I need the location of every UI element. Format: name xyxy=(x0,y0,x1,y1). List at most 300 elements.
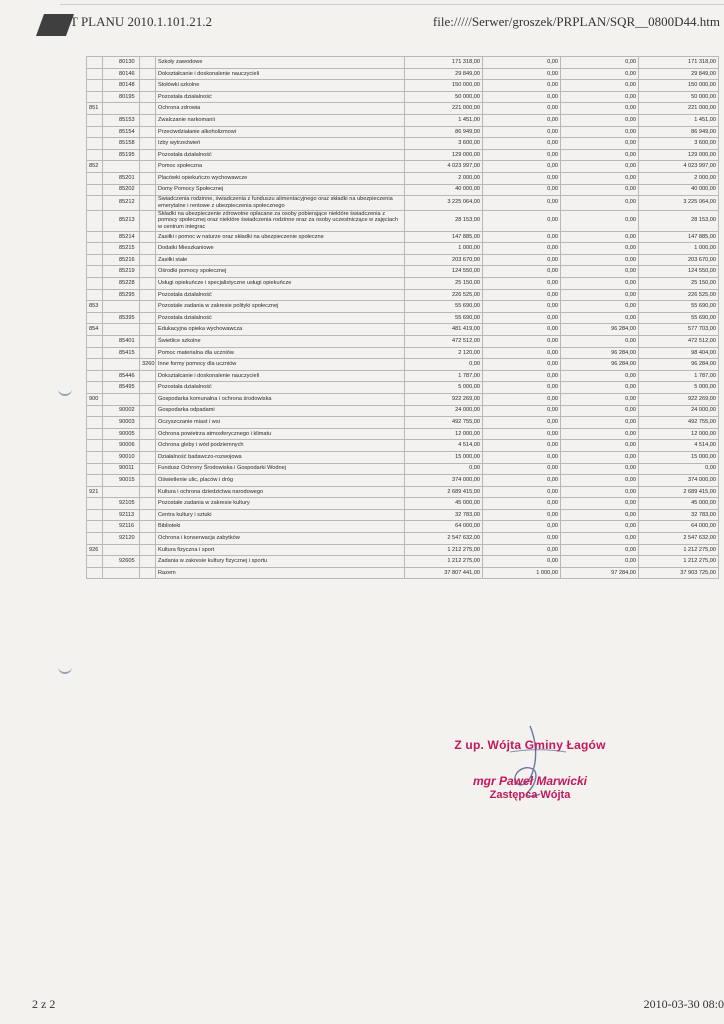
paragraph-code xyxy=(140,266,156,278)
value-after-change: 3 600,00 xyxy=(639,138,719,150)
chapter-code: 80195 xyxy=(103,91,140,103)
paragraph-code xyxy=(140,463,156,475)
item-name: Przeciwdziałanie alkoholizmowi xyxy=(156,126,405,138)
top-rule xyxy=(60,4,724,5)
item-name: Dokształcanie i doskonalenie nauczycieli xyxy=(156,68,405,80)
value-plan: 922 269,00 xyxy=(405,393,483,405)
chapter-code: 80146 xyxy=(103,68,140,80)
chapter-code: 85215 xyxy=(103,243,140,255)
table-row xyxy=(87,428,719,440)
value-increase: 0,00 xyxy=(561,533,639,545)
item-name: Ośrodki pomocy społecznej xyxy=(156,266,405,278)
value-increase: 0,00 xyxy=(561,289,639,301)
section-code xyxy=(87,138,103,150)
value-after-change: 374 000,00 xyxy=(639,475,719,487)
value-after-change: 2 547 632,00 xyxy=(639,533,719,545)
value-after-change: 1 787,00 xyxy=(639,370,719,382)
value-increase: 0,00 xyxy=(561,254,639,266)
table-row xyxy=(87,126,719,138)
section-code xyxy=(87,521,103,533)
value-plan: 2 000,00 xyxy=(405,172,483,184)
value-increase: 0,00 xyxy=(561,405,639,417)
item-name: Kultura i ochrona dziedzictwa narodowego xyxy=(156,486,405,498)
chapter-code: 85228 xyxy=(103,278,140,290)
value-after-change: 4 023 997,00 xyxy=(639,161,719,173)
value-increase: 0,00 xyxy=(561,184,639,196)
table-row xyxy=(87,405,719,417)
section-code: 852 xyxy=(87,161,103,173)
value-after-change: 86 949,00 xyxy=(639,126,719,138)
item-name: Pozostała działalność xyxy=(156,91,405,103)
value-decrease: 0,00 xyxy=(483,184,561,196)
table-row xyxy=(87,556,719,568)
value-decrease: 0,00 xyxy=(483,210,561,231)
item-name: Działalność badawczo-rozwojowa xyxy=(156,451,405,463)
value-increase: 0,00 xyxy=(561,266,639,278)
section-code xyxy=(87,114,103,126)
value-increase: 0,00 xyxy=(561,149,639,161)
paragraph-code xyxy=(140,138,156,150)
section-code xyxy=(87,312,103,324)
table-row xyxy=(87,243,719,255)
stamp-line-position: Zastępca Wójta xyxy=(489,789,571,801)
stamp-line-authority: Z up. Wójta Gminy Łagów xyxy=(454,738,606,752)
paragraph-code xyxy=(140,301,156,313)
section-code xyxy=(87,266,103,278)
value-increase: 0,00 xyxy=(561,312,639,324)
item-name: Świadczenia rodzinne, świadczenia z funduszu alimentacyjnego oraz składki na ubezpieczenia emerytalne i rentowe z ubezpieczenia społecznego xyxy=(156,196,405,210)
chapter-code: 92605 xyxy=(103,556,140,568)
value-after-change: 37 903 725,00 xyxy=(639,567,719,579)
value-plan: 2 120,00 xyxy=(405,347,483,359)
value-increase: 0,00 xyxy=(561,417,639,429)
paragraph-code xyxy=(140,509,156,521)
value-after-change: 29 849,00 xyxy=(639,68,719,80)
value-after-change: 98 404,00 xyxy=(639,347,719,359)
value-decrease: 0,00 xyxy=(483,114,561,126)
paragraph-code xyxy=(140,382,156,394)
item-name: Ochrona gleby i wód podziemnych xyxy=(156,440,405,452)
value-after-change: 55 690,00 xyxy=(639,301,719,313)
chapter-code: 92120 xyxy=(103,533,140,545)
value-plan: 129 000,00 xyxy=(405,149,483,161)
chapter-code xyxy=(103,301,140,313)
value-increase: 96 284,00 xyxy=(561,359,639,371)
value-increase: 0,00 xyxy=(561,428,639,440)
value-increase: 97 284,00 xyxy=(561,567,639,579)
value-decrease: 0,00 xyxy=(483,161,561,173)
value-decrease: 1 000,00 xyxy=(483,567,561,579)
value-plan: 2 689 415,00 xyxy=(405,486,483,498)
value-increase: 0,00 xyxy=(561,231,639,243)
value-decrease: 0,00 xyxy=(483,428,561,440)
table-row xyxy=(87,417,719,429)
item-name: Fundusz Ochrony Środowiska i Gospodarki Wodnej xyxy=(156,463,405,475)
paragraph-code xyxy=(140,57,156,69)
paragraph-code xyxy=(140,91,156,103)
chapter-code xyxy=(103,161,140,173)
section-code xyxy=(87,382,103,394)
paragraph-code: 3260 xyxy=(140,359,156,371)
paragraph-code xyxy=(140,567,156,579)
section-code xyxy=(87,335,103,347)
value-after-change: 226 525,00 xyxy=(639,289,719,301)
section-code xyxy=(87,509,103,521)
paragraph-code xyxy=(140,393,156,405)
paragraph-code xyxy=(140,114,156,126)
value-decrease: 0,00 xyxy=(483,440,561,452)
item-name: Pozostała działalność xyxy=(156,149,405,161)
value-decrease: 0,00 xyxy=(483,126,561,138)
item-name: Stołówki szkolne xyxy=(156,80,405,92)
value-increase: 0,00 xyxy=(561,382,639,394)
value-plan: 472 512,00 xyxy=(405,335,483,347)
item-name: Placówki opiekuńczo wychowawcze xyxy=(156,172,405,184)
table-row xyxy=(87,498,719,510)
value-increase: 0,00 xyxy=(561,243,639,255)
value-after-change: 4 514,00 xyxy=(639,440,719,452)
paragraph-code xyxy=(140,80,156,92)
chapter-code xyxy=(103,324,140,336)
chapter-code: 90010 xyxy=(103,451,140,463)
chapter-code: 85158 xyxy=(103,138,140,150)
value-decrease: 0,00 xyxy=(483,278,561,290)
paragraph-code xyxy=(140,324,156,336)
value-increase: 96 284,00 xyxy=(561,347,639,359)
table-row xyxy=(87,544,719,556)
paragraph-code xyxy=(140,521,156,533)
paragraph-code xyxy=(140,417,156,429)
chapter-code: 85395 xyxy=(103,312,140,324)
table-row xyxy=(87,567,719,579)
table-row xyxy=(87,114,719,126)
value-decrease: 0,00 xyxy=(483,172,561,184)
value-plan: 226 525,00 xyxy=(405,289,483,301)
value-decrease: 0,00 xyxy=(483,80,561,92)
value-plan: 50 000,00 xyxy=(405,91,483,103)
section-code xyxy=(87,80,103,92)
value-decrease: 0,00 xyxy=(483,498,561,510)
value-after-change: 124 550,00 xyxy=(639,266,719,278)
item-name: Świetlice szkolne xyxy=(156,335,405,347)
paragraph-code xyxy=(140,428,156,440)
chapter-code xyxy=(103,103,140,115)
value-plan: 1 212 275,00 xyxy=(405,556,483,568)
value-decrease: 0,00 xyxy=(483,521,561,533)
section-code xyxy=(87,533,103,545)
value-after-change: 150 000,00 xyxy=(639,80,719,92)
value-decrease: 0,00 xyxy=(483,301,561,313)
value-plan: 24 000,00 xyxy=(405,405,483,417)
value-plan: 32 783,00 xyxy=(405,509,483,521)
value-after-change: 1 451,00 xyxy=(639,114,719,126)
section-code xyxy=(87,475,103,487)
value-decrease: 0,00 xyxy=(483,405,561,417)
paragraph-code xyxy=(140,68,156,80)
value-increase: 0,00 xyxy=(561,486,639,498)
item-name: Izby wytrzeźwień xyxy=(156,138,405,150)
section-code xyxy=(87,463,103,475)
table-row xyxy=(87,486,719,498)
value-after-change: 492 755,00 xyxy=(639,417,719,429)
chapter-code: 85214 xyxy=(103,231,140,243)
value-after-change: 1 212 275,00 xyxy=(639,556,719,568)
value-increase: 0,00 xyxy=(561,210,639,231)
value-decrease: 0,00 xyxy=(483,382,561,394)
chapter-code: 92105 xyxy=(103,498,140,510)
value-decrease: 0,00 xyxy=(483,324,561,336)
value-plan: 374 000,00 xyxy=(405,475,483,487)
chapter-code: 85295 xyxy=(103,289,140,301)
paragraph-code xyxy=(140,486,156,498)
table-row xyxy=(87,347,719,359)
paragraph-code xyxy=(140,533,156,545)
value-decrease: 0,00 xyxy=(483,289,561,301)
value-increase: 0,00 xyxy=(561,278,639,290)
paragraph-code xyxy=(140,149,156,161)
value-plan: 55 690,00 xyxy=(405,312,483,324)
value-after-change: 12 000,00 xyxy=(639,428,719,440)
table-row xyxy=(87,509,719,521)
table-row xyxy=(87,57,719,69)
chapter-code: 85154 xyxy=(103,126,140,138)
item-name: Gospodarka komunalna i ochrona środowiska xyxy=(156,393,405,405)
value-increase: 0,00 xyxy=(561,393,639,405)
value-plan: 40 000,00 xyxy=(405,184,483,196)
value-increase: 0,00 xyxy=(561,80,639,92)
paragraph-code xyxy=(140,440,156,452)
item-name: Usługi opiekuńcze i specjalistyczne usługi opiekuńcze xyxy=(156,278,405,290)
table-row xyxy=(87,533,719,545)
value-after-change: 1 212 275,00 xyxy=(639,544,719,556)
section-code: 851 xyxy=(87,103,103,115)
paragraph-code xyxy=(140,196,156,210)
paragraph-code xyxy=(140,312,156,324)
value-increase: 0,00 xyxy=(561,57,639,69)
value-plan: 147 885,00 xyxy=(405,231,483,243)
section-code xyxy=(87,243,103,255)
value-plan: 203 670,00 xyxy=(405,254,483,266)
paragraph-code xyxy=(140,347,156,359)
value-increase: 0,00 xyxy=(561,463,639,475)
item-name: Zasiłki i pomoc w naturze oraz składki na ubezpieczenie społeczne xyxy=(156,231,405,243)
value-plan: 1 000,00 xyxy=(405,243,483,255)
value-after-change: 577 703,00 xyxy=(639,324,719,336)
value-after-change: 5 000,00 xyxy=(639,382,719,394)
value-after-change: 28 153,00 xyxy=(639,210,719,231)
item-name: Ochrona i konserwacja zabytków xyxy=(156,533,405,545)
value-increase: 0,00 xyxy=(561,91,639,103)
paragraph-code xyxy=(140,184,156,196)
value-plan: 0,00 xyxy=(405,359,483,371)
value-plan: 1 787,00 xyxy=(405,370,483,382)
value-increase: 0,00 xyxy=(561,196,639,210)
budget-table xyxy=(86,56,719,579)
chapter-code: 85201 xyxy=(103,172,140,184)
value-decrease: 0,00 xyxy=(483,544,561,556)
chapter-code: 92113 xyxy=(103,509,140,521)
section-code xyxy=(87,347,103,359)
value-decrease: 0,00 xyxy=(483,417,561,429)
value-plan: 1 451,00 xyxy=(405,114,483,126)
chapter-code: 80148 xyxy=(103,80,140,92)
section-code: 854 xyxy=(87,324,103,336)
item-name: Ochrona powietrza atmosferycznego i klimatu xyxy=(156,428,405,440)
value-plan: 150 000,00 xyxy=(405,80,483,92)
table-row xyxy=(87,440,719,452)
value-after-change: 40 000,00 xyxy=(639,184,719,196)
value-increase: 0,00 xyxy=(561,544,639,556)
value-after-change: 25 150,00 xyxy=(639,278,719,290)
value-after-change: 171 318,00 xyxy=(639,57,719,69)
value-after-change: 2 000,00 xyxy=(639,172,719,184)
value-plan: 2 547 632,00 xyxy=(405,533,483,545)
chapter-code: 85401 xyxy=(103,335,140,347)
value-decrease: 0,00 xyxy=(483,91,561,103)
value-increase: 0,00 xyxy=(561,475,639,487)
chapter-code: 85212 xyxy=(103,196,140,210)
value-increase: 0,00 xyxy=(561,521,639,533)
print-header-url: file://///Serwer/groszek/PRPLAN/SQR__0800D44.htm xyxy=(432,14,720,29)
table-row xyxy=(87,103,719,115)
table-row xyxy=(87,138,719,150)
value-plan: 25 150,00 xyxy=(405,278,483,290)
item-name: Pozostała działalność xyxy=(156,382,405,394)
paragraph-code xyxy=(140,278,156,290)
section-code xyxy=(87,451,103,463)
section-code xyxy=(87,196,103,210)
value-decrease: 0,00 xyxy=(483,243,561,255)
value-decrease: 0,00 xyxy=(483,533,561,545)
paragraph-code xyxy=(140,335,156,347)
item-name: Szkoły zawodowe xyxy=(156,57,405,69)
table-row xyxy=(87,335,719,347)
table-row xyxy=(87,161,719,173)
section-code: 853 xyxy=(87,301,103,313)
paragraph-code xyxy=(140,172,156,184)
item-name: Pozostałe zadania w zakresie polityki społecznej xyxy=(156,301,405,313)
section-code xyxy=(87,57,103,69)
chapter-code: 85446 xyxy=(103,370,140,382)
section-code: 900 xyxy=(87,393,103,405)
value-after-change: 922 269,00 xyxy=(639,393,719,405)
value-after-change: 203 670,00 xyxy=(639,254,719,266)
paragraph-code xyxy=(140,243,156,255)
chapter-code xyxy=(103,544,140,556)
value-plan: 86 949,00 xyxy=(405,126,483,138)
value-after-change: 3 225 064,00 xyxy=(639,196,719,210)
item-name: Razem xyxy=(156,567,405,579)
value-decrease: 0,00 xyxy=(483,231,561,243)
section-code xyxy=(87,370,103,382)
paragraph-code xyxy=(140,126,156,138)
value-plan: 15 000,00 xyxy=(405,451,483,463)
paragraph-code xyxy=(140,498,156,510)
item-name: Pozostała działalność xyxy=(156,312,405,324)
value-decrease: 0,00 xyxy=(483,138,561,150)
item-name: Ochrona zdrowia xyxy=(156,103,405,115)
section-code: 926 xyxy=(87,544,103,556)
value-plan: 5 000,00 xyxy=(405,382,483,394)
paragraph-code xyxy=(140,289,156,301)
value-increase: 0,00 xyxy=(561,440,639,452)
table-row xyxy=(87,382,719,394)
value-plan: 481 419,00 xyxy=(405,324,483,336)
chapter-code: 90003 xyxy=(103,417,140,429)
section-code: 921 xyxy=(87,486,103,498)
value-after-change: 50 000,00 xyxy=(639,91,719,103)
table-row xyxy=(87,324,719,336)
value-plan: 4 023 997,00 xyxy=(405,161,483,173)
item-name: Pomoc materialna dla uczniów xyxy=(156,347,405,359)
value-plan: 55 690,00 xyxy=(405,301,483,313)
section-code xyxy=(87,278,103,290)
value-after-change: 472 512,00 xyxy=(639,335,719,347)
table-row xyxy=(87,196,719,210)
table-row xyxy=(87,359,719,371)
section-code xyxy=(87,405,103,417)
chapter-code: 90005 xyxy=(103,428,140,440)
value-increase: 0,00 xyxy=(561,161,639,173)
print-timestamp: 2010-03-30 08:0 xyxy=(643,997,724,1011)
value-after-change: 2 689 415,00 xyxy=(639,486,719,498)
value-decrease: 0,00 xyxy=(483,312,561,324)
value-after-change: 45 000,00 xyxy=(639,498,719,510)
stamp-line-name: mgr Paweł Marwicki xyxy=(472,774,588,788)
chapter-code: 85219 xyxy=(103,266,140,278)
table-row xyxy=(87,184,719,196)
paragraph-code xyxy=(140,210,156,231)
value-plan: 124 550,00 xyxy=(405,266,483,278)
section-code xyxy=(87,68,103,80)
value-decrease: 0,00 xyxy=(483,335,561,347)
value-increase: 0,00 xyxy=(561,556,639,568)
chapter-code: 85495 xyxy=(103,382,140,394)
item-name: Kultura fizyczna i sport xyxy=(156,544,405,556)
chapter-code: 80130 xyxy=(103,57,140,69)
value-plan: 45 000,00 xyxy=(405,498,483,510)
item-name: Edukacyjna opieka wychowawcza xyxy=(156,324,405,336)
item-name: Centra kultury i sztuki xyxy=(156,509,405,521)
value-increase: 0,00 xyxy=(561,370,639,382)
value-decrease: 0,00 xyxy=(483,254,561,266)
item-name: Składki na ubezpieczenie zdrowotne opłacane za osoby pobierające niektóre świadczenia z pomocy społecznej oraz niektóre świadczenia rodzinne oraz za osoby uczestniczące w zajęciach w centrum integrac xyxy=(156,210,405,231)
section-code xyxy=(87,149,103,161)
value-plan: 171 318,00 xyxy=(405,57,483,69)
item-name: Domy Pomocy Społecznej xyxy=(156,184,405,196)
section-code xyxy=(87,289,103,301)
chapter-code xyxy=(103,567,140,579)
value-decrease: 0,00 xyxy=(483,196,561,210)
value-decrease: 0,00 xyxy=(483,370,561,382)
table-row xyxy=(87,463,719,475)
table-row xyxy=(87,210,719,231)
value-decrease: 0,00 xyxy=(483,486,561,498)
section-code xyxy=(87,231,103,243)
item-name: Inne formy pomocy dla uczniów xyxy=(156,359,405,371)
item-name: Pozostała działalność xyxy=(156,289,405,301)
paragraph-code xyxy=(140,544,156,556)
value-increase: 0,00 xyxy=(561,172,639,184)
chapter-code: 85202 xyxy=(103,184,140,196)
value-after-change: 32 783,00 xyxy=(639,509,719,521)
binder-hole-mark xyxy=(58,664,72,674)
item-name: Oświetlenie ulic, placów i dróg xyxy=(156,475,405,487)
value-decrease: 0,00 xyxy=(483,266,561,278)
table-row xyxy=(87,289,719,301)
value-plan: 1 212 275,00 xyxy=(405,544,483,556)
table-row xyxy=(87,393,719,405)
